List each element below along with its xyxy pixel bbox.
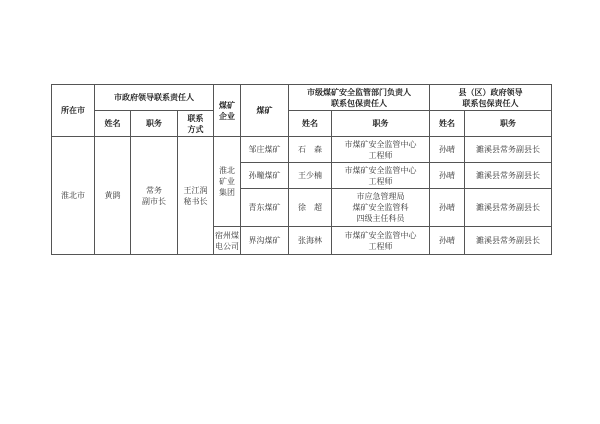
- dept-position-line-1: 市煤矿安全监管中心: [344, 139, 417, 149]
- dept-name-cell: 王少楠: [289, 163, 332, 189]
- enterprise-line-1: 淮北: [219, 166, 235, 175]
- dept-position-line-2: 煤矿安全监管科: [352, 203, 409, 212]
- dept-name-cell: 石 森: [289, 137, 332, 163]
- table-row: [52, 137, 552, 163]
- contact-line-2: 秘书长: [183, 196, 208, 206]
- mine-cell: 界沟煤矿: [241, 227, 289, 255]
- header-county-position: 职务: [465, 111, 552, 137]
- header-county-name: 姓名: [430, 111, 465, 137]
- dept-position-line-2: 工程师: [368, 150, 393, 160]
- mine-cell: 邹庄煤矿: [241, 137, 289, 163]
- enterprise-line-3: 集团: [219, 188, 235, 197]
- header-dept-group-line-1: 市级煤矿安全监管部门负责人: [307, 87, 411, 97]
- dept-position-cell: [332, 227, 430, 255]
- dept-position-line-1: 市煤矿安全监管中心: [344, 165, 417, 175]
- dept-position-cell: [332, 163, 430, 189]
- header-contact-line-1: 联系: [187, 113, 204, 123]
- responsibility-table: [51, 84, 552, 255]
- leader-name-cell: 黄鹍: [95, 137, 131, 255]
- city-cell: 淮北市: [52, 137, 95, 255]
- header-city: 所在市: [52, 85, 95, 137]
- dept-position-line-1: 市煤矿安全监管中心: [344, 230, 417, 240]
- dept-position-line-3: 四级主任科员: [356, 214, 405, 223]
- dept-position-line-1: 市应急管理局: [356, 192, 405, 201]
- header-mine: 煤矿: [241, 85, 289, 137]
- header-dept-group: [289, 85, 430, 111]
- enterprise-line-1: 宿州煤: [215, 230, 239, 240]
- mine-cell: 孙疃煤矿: [241, 163, 289, 189]
- county-position-cell: 濉溪县常务副县长: [465, 163, 552, 189]
- enterprise-cell: [214, 137, 241, 227]
- enterprise-cell: [214, 227, 241, 255]
- county-name-cell: 孙晴: [430, 189, 465, 227]
- mine-cell: 青东煤矿: [241, 189, 289, 227]
- dept-name-cell: 徐 超: [289, 189, 332, 227]
- header-city-leader-group: 市政府领导联系责任人: [95, 85, 214, 111]
- county-name-cell: 孙晴: [430, 227, 465, 255]
- header-county-group: [430, 85, 552, 111]
- header-county-group-line-1: 县（区）政府领导: [458, 87, 523, 97]
- header-dept-position: 职务: [332, 111, 430, 137]
- dept-position-line-2: 工程师: [368, 176, 393, 186]
- header-dept-group-line-2: 联系包保责任人: [331, 98, 387, 108]
- header-enterprise-line-2: 企业: [219, 111, 235, 121]
- header-leader-position: 职务: [131, 111, 178, 137]
- county-position-cell: 濉溪县常务副县长: [465, 227, 552, 255]
- leader-position-line-2: 副市长: [142, 196, 166, 206]
- enterprise-line-2: 矿业: [219, 177, 235, 186]
- dept-position-cell: [332, 137, 430, 163]
- header-contact-line-2: 方式: [187, 124, 204, 134]
- county-name-cell: 孙晴: [430, 163, 465, 189]
- header-row-1: [52, 85, 552, 111]
- dept-position-line-2: 工程师: [368, 241, 393, 251]
- leader-position-line-1: 常务: [146, 185, 162, 195]
- contact-cell: [178, 137, 214, 255]
- header-contact: [178, 111, 214, 137]
- header-dept-name: 姓名: [289, 111, 332, 137]
- dept-name-cell: 张海林: [289, 227, 332, 255]
- county-position-cell: 濉溪县常务副县长: [465, 137, 552, 163]
- header-enterprise-line-1: 煤矿: [219, 100, 235, 110]
- contact-line-1: 王江润: [183, 185, 208, 195]
- header-enterprise: [214, 85, 241, 137]
- header-row-2: [52, 111, 552, 137]
- header-county-group-line-2: 联系包保责任人: [462, 98, 519, 108]
- county-name-cell: 孙晴: [430, 137, 465, 163]
- county-position-cell: 濉溪县常务副县长: [465, 189, 552, 227]
- dept-position-cell: [332, 189, 430, 227]
- enterprise-line-2: 电公司: [215, 241, 239, 251]
- leader-position-cell: [131, 137, 178, 255]
- header-leader-name: 姓名: [95, 111, 131, 137]
